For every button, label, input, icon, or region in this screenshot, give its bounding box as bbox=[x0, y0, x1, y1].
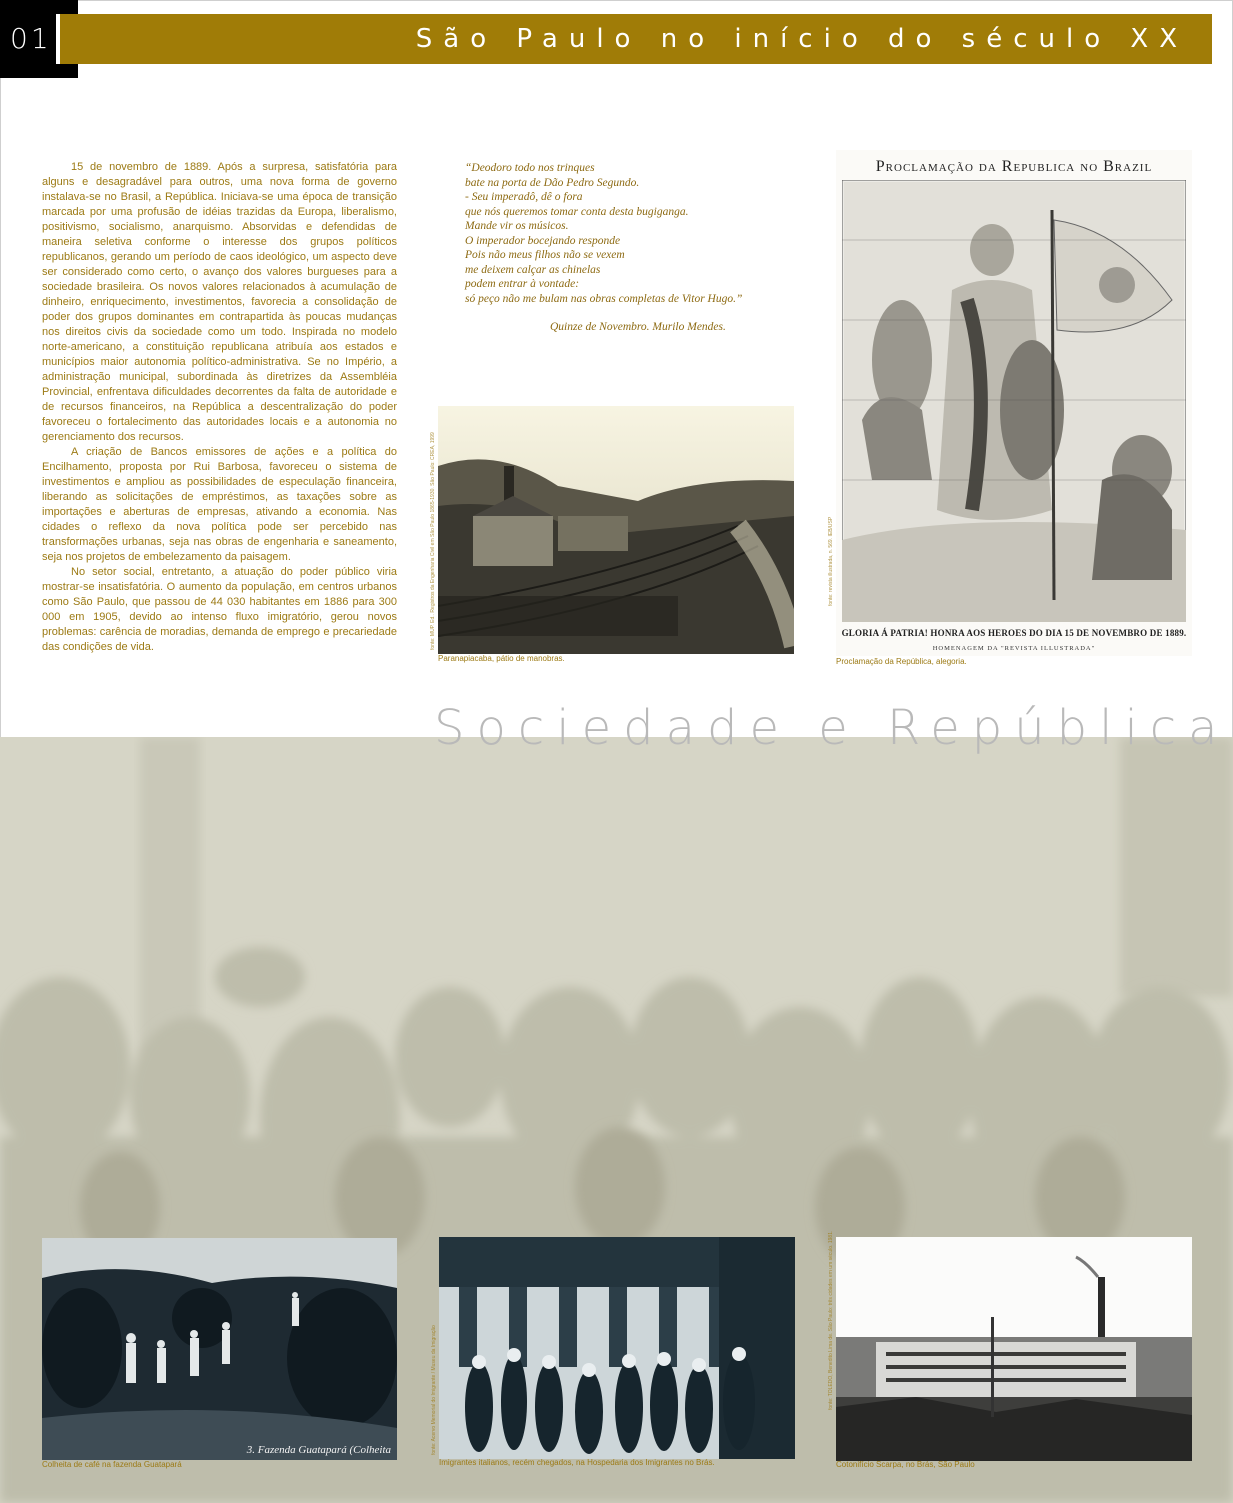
body-paragraph-2: A criação de Bancos emissores de ações e a política do Encilhamento, proposta por Rui Barbosa, favoreceu o sistema de investimentos e ampliou as possibilidades de especulação financeira, liberando as solicitações de empréstimos, as taxações sobre as importações e aberturas de empresas, ativando a economia. Nas cidades o reflexo da nova política pode ser percebido nas transformações urbanas, seja nas obras de engenharia e saneamento, seja nos projetos de embelezamento da paisagem. bbox=[42, 446, 397, 563]
poem-line: - Seu imperadô, dê o fora bbox=[465, 191, 583, 203]
section-title: Sociedade e República bbox=[434, 700, 1230, 756]
illustration-heading: Proclamação da Republica no Brazil bbox=[875, 158, 1153, 175]
illustration-proclamacao bbox=[836, 150, 1192, 656]
railway-yard-image bbox=[438, 406, 794, 654]
body-paragraph-1: 15 de novembro de 1889. Após a surpresa, satisfatória para alguns e desagradável para outros, uma nova forma de governo instalava-se no Brasil, a República. Iniciava-se uma época de transição marcada por uma profusão de idéias trazidas da Europa, liberalismo, positivismo, socialismo, anarquismo. Absorvidas e defendidas de maneira seletiva conforme o interesse dos grupos políticos republicanos, gerando um período de caos ideológico, um aspecto deve ser considerado como certo, o avanço dos valores burgueses para a sociedade brasileira. Os novos valores relacionados à acumulação de dinheiro, enriquecimento, investimentos, favorecia a consolidação de poder dos grupos dominantes em contrapartida às poucas mudanças nos direitos civis da sociedade como um todo. Inspirada no modelo norte-americano, a constituição republicana atribuía aos estados e municípios maior autonomia político-administrativa. Se no Império, a administração municipal, subordinada às diretrizes da Assembléia Provincial, enfrentava dificuldades decorrentes da falta de autoridade e de recursos financeiros, na República a descentralização do poder favoreceu o fortalecimento das autoridades locais e a autonomia no gerenciamento dos recursos. bbox=[42, 161, 397, 443]
page-title: São Paulo no início do século XX bbox=[415, 24, 1188, 54]
caption-paranapiacaba: Paranapiacaba, pátio de manobras. bbox=[438, 654, 565, 663]
poem-line: Mande vir os músicos. bbox=[465, 220, 569, 232]
photo-imigrantes bbox=[439, 1237, 795, 1459]
photo-credit-imigrantes: fonte: Acervo Memorial do Imigrante / Museu da Imigração bbox=[431, 1325, 437, 1455]
poem-line: bate na porta de Dão Pedro Segundo. bbox=[465, 176, 640, 189]
illustration-sub-line: HOMENAGEM DA "REVISTA ILLUSTRADA" bbox=[932, 645, 1096, 652]
poem-line: me deixem calçar as chinelas bbox=[465, 263, 601, 276]
photo-paranapiacaba bbox=[438, 406, 794, 654]
section-number: 01 bbox=[10, 22, 52, 55]
poem-line: O imperador bocejando responde bbox=[465, 234, 621, 247]
caption-imigrantes: Imigrantes italianos, recém chegados, na Hospedaria dos Imigrantes no Brás. bbox=[439, 1458, 715, 1467]
poem-line: Pois não meus filhos não se vexem bbox=[465, 249, 625, 261]
photo-credit-paranapiacaba: fonte: MUP. Ed.. Registros da Engenharia Civil em São Paulo 1865-1930. São Paulo: CREA, 1999 bbox=[430, 432, 436, 650]
poem-line: que nós queremos tomar conta desta bugiganga. bbox=[465, 205, 689, 218]
photo-colheita-cafe bbox=[42, 1238, 397, 1460]
factory-image bbox=[836, 1237, 1192, 1461]
title-bar-notch bbox=[56, 14, 60, 64]
photo-inscription: 3. Fazenda Guatapará (Colheita bbox=[246, 1444, 391, 1456]
illustration-credit: fonte: revista illustrada, n. 569. IEB/USP bbox=[828, 516, 834, 606]
caption-cotonificio: Cotonifício Scarpa, no Brás, São Paulo bbox=[836, 1460, 975, 1469]
caption-colheita-cafe: Colheita de café na fazenda Guatapará bbox=[42, 1460, 182, 1469]
immigrants-image bbox=[439, 1237, 795, 1459]
poem-line: “Deodoro todo nos trinques bbox=[465, 162, 595, 174]
poem-line: podem entrar à vontade: bbox=[465, 278, 580, 290]
body-text bbox=[42, 160, 397, 655]
coffee-harvest-image bbox=[42, 1238, 397, 1460]
body-paragraph-3: No setor social, entretanto, a atuação do poder público viria mostrar-se insatisfatória. O aumento da população, em centros urbanos como São Paulo, que passou de 44 030 habitantes em 1886 para 300 000 em 1905, devido ao intenso fluxo imigratório, gerou novos problemas: carência de moradias, demanda de emprego e precariedade das condições de vida. bbox=[42, 566, 397, 653]
poem-credit: Quinze de Novembro. Murilo Mendes. bbox=[550, 321, 726, 333]
illustration-bottom-line: GLORIA Á PATRIA! HONRA AOS HEROES DO DIA 15 DE NOVEMBRO DE 1889. bbox=[841, 628, 1187, 638]
title-bar bbox=[56, 14, 1212, 64]
poem bbox=[465, 161, 795, 335]
caption-proclamacao: Proclamação da República, alegoria. bbox=[836, 657, 967, 666]
republic-allegory-drawing bbox=[842, 180, 1186, 622]
photo-credit-cotonificio: fonte: TOLEDO, Benedito Lima de. São Paulo: três cidades em um século. 1981. bbox=[828, 1230, 834, 1410]
poem-line: só peço não me bulam nas obras completas de Vitor Hugo.” bbox=[465, 292, 743, 305]
photo-cotonificio bbox=[836, 1237, 1192, 1461]
